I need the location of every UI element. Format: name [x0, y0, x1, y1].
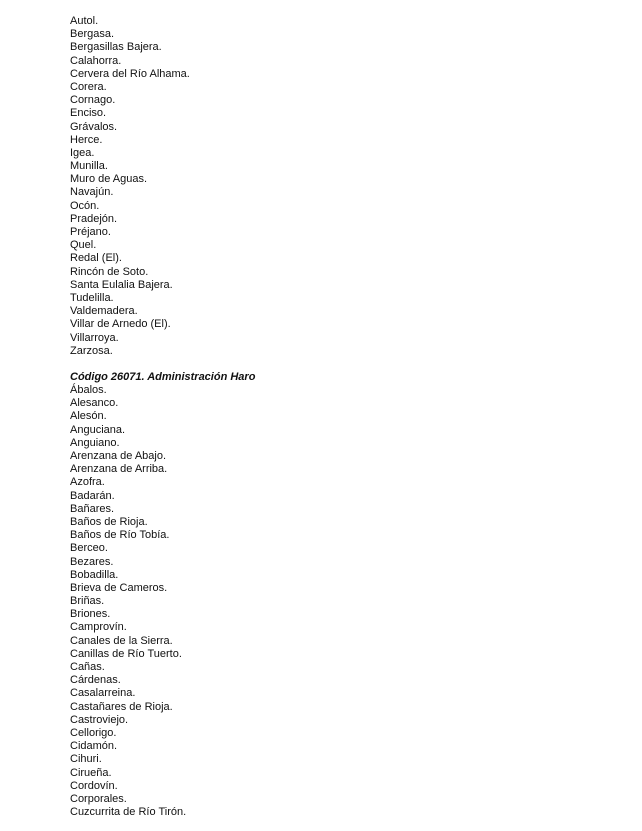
list-item: Cirueña.	[70, 766, 112, 779]
municipality-list-a	[70, 15, 610, 358]
list-item: Ábalos.	[70, 384, 107, 397]
list-item: Bergasa.	[70, 28, 115, 41]
list-item: Azofra.	[70, 476, 105, 489]
list-item: Brieva de Cameros.	[70, 581, 168, 594]
list-item: Santa Eulalia Bajera.	[70, 278, 173, 291]
list-item: Rincón de Soto.	[70, 265, 149, 278]
list-item: Bezares.	[70, 555, 114, 568]
list-item: Bergasillas Bajera.	[70, 41, 162, 54]
list-item: Anguiano.	[70, 436, 120, 449]
list-item: Grávalos.	[70, 120, 118, 133]
list-item: Casalarreina.	[70, 687, 136, 700]
list-item: Villar de Arnedo (El).	[70, 318, 171, 331]
list-item: Camprovín.	[70, 621, 127, 634]
list-item: Alesanco.	[70, 397, 119, 410]
list-item: Cervera del Río Alhama.	[70, 67, 190, 80]
list-item: Navajún.	[70, 186, 114, 199]
list-item: Castañares de Rioja.	[70, 700, 173, 713]
list-item: Bobadilla.	[70, 568, 119, 581]
list-item: Briones.	[70, 608, 111, 621]
list-item: Alesón.	[70, 410, 107, 423]
document-page	[70, 15, 610, 819]
list-item: Bañares.	[70, 502, 115, 515]
list-item: Canillas de Río Tuerto.	[70, 647, 182, 660]
list-item: Préjano.	[70, 226, 111, 238]
list-item: Calahorra.	[70, 54, 122, 67]
list-item: Cihuri.	[70, 753, 102, 766]
list-item: Pradejón.	[70, 212, 118, 225]
list-item: Redal (El).	[70, 252, 122, 265]
municipality-list-b	[70, 384, 610, 819]
list-item: Munilla.	[70, 160, 108, 173]
list-item: Villarroya.	[70, 331, 119, 344]
list-item: Badarán.	[70, 489, 115, 502]
list-item: Corera.	[70, 80, 107, 93]
list-item: Cellorigo.	[70, 726, 117, 739]
list-item: Corporales.	[70, 792, 127, 805]
list-item: Autol.	[70, 15, 99, 27]
list-item: Cornago.	[70, 94, 116, 107]
list-item: Cárdenas.	[70, 674, 121, 687]
list-item: Ocón.	[70, 199, 100, 212]
list-item: Briñas.	[70, 595, 105, 608]
list-item: Muro de Aguas.	[70, 173, 148, 186]
list-item: Anguciana.	[70, 423, 126, 436]
list-item: Arenzana de Abajo.	[70, 450, 167, 462]
section-gap	[70, 358, 610, 371]
list-item: Zarzosa.	[70, 344, 113, 357]
list-item: Baños de Río Tobía.	[70, 529, 170, 542]
list-item: Canales de la Sierra.	[70, 634, 173, 647]
list-item: Tudelilla.	[70, 291, 114, 304]
list-item: Cañas.	[70, 661, 105, 673]
list-item: Valdemadera.	[70, 305, 138, 318]
list-item: Cuzcurrita de Río Tirón.	[70, 806, 187, 819]
list-item: Cordovín.	[70, 779, 118, 792]
list-item: Berceo.	[70, 542, 108, 555]
list-item: Igea.	[70, 146, 95, 159]
section-heading: Código 26071. Administración Haro	[70, 370, 256, 383]
list-item: Enciso.	[70, 107, 107, 120]
list-item: Herce.	[70, 133, 103, 146]
list-item: Quel.	[70, 239, 97, 252]
list-item: Baños de Rioja.	[70, 515, 148, 528]
list-item: Cidamón.	[70, 740, 118, 753]
list-item: Castroviejo.	[70, 713, 129, 726]
list-item: Arenzana de Arriba.	[70, 463, 168, 476]
